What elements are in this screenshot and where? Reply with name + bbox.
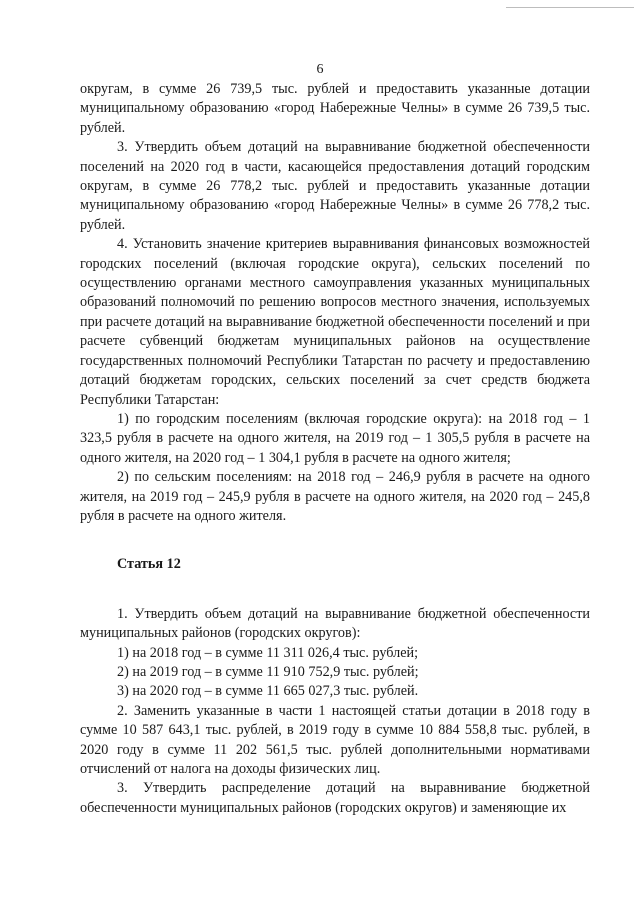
paragraph-12-1: 1. Утвердить объем дотаций на выравнивание бюджетной обеспеченности муниципальных районов (городских округов): (80, 605, 590, 642)
paragraph-continued: округам, в сумме 26 739,5 тыс. рублей и предоставить указанные дотации муниципальному образованию «город Набережные Челны» в сумме 26 739,5 тыс. рублей. (80, 81, 590, 136)
paragraph-12-2: 2. Заменить указанные в части 1 настоящей статьи дотации в 2018 году в сумме 10 587 643,1 тыс. рублей, в 2019 году в сумме 10 884 558,8 тыс. рублей, в 2020 году в сумме 11 202 561,5 тыс. рублей дополнительными нормативами отчислений от налога на доходы физических лиц. (80, 702, 590, 777)
paragraph-11-4-2: 2) по сельским поселениям: на 2018 год – 246,9 рубля в расчете на одного жителя, на 2019 год – 245,9 рубля в расчете на одного жителя, на 2020 год – 245,8 рубля в расчете на одного жителя. (80, 469, 590, 524)
paragraph-11-4: 4. Установить значение критериев выравнивания финансовых возможностей городских поселений (включая городские округа), сельских поселений по осуществлению органами местного самоуправления указанных муниципальных образований полномочий по решению вопросов местного значения, используемых при расчете дотаций на выравнивание бюджетной обеспеченности поселений и при расчете субвенций бюджетам муниципальных районов на осуществление государственных полномочий Республики Татарстан по расчету и предоставлению дотаций бюджетам городских, сельских поселений за счет средств бюджета Республики Татарстан: (80, 236, 590, 408)
paragraph-11-3: 3. Утвердить объем дотаций на выравнивание бюджетной обеспеченности поселений на 2020 год в части, касающейся предоставления дотаций городским округам, в сумме 26 778,2 тыс. рублей и предоставить указанные дотации муниципальному образованию «город Набережные Челны» в сумме 26 778,2 тыс. рублей. (80, 139, 590, 233)
page-number: 6 (316, 62, 324, 77)
list-item: 3) на 2020 год – в сумме 11 665 027,3 тыс. рублей. (117, 683, 419, 700)
list-item: 2) на 2019 год – в сумме 11 910 752,9 тыс. рублей; (117, 663, 419, 680)
article-heading: Статья 12 (117, 556, 181, 573)
top-rule (506, 7, 634, 8)
paragraph-11-4-1: 1) по городским поселениям (включая городские округа): на 2018 год – 1 323,5 рубля в расчете на одного жителя, на 2019 год – 1 305,5 рубля в расчете на одного жителя, на 2020 год – 1 304,1 рубля в расчете на одного жителя; (80, 410, 590, 466)
list-item: 1) на 2018 год – в сумме 11 311 026,4 тыс. рублей; (117, 644, 419, 661)
document-body (80, 80, 590, 818)
paragraph-12-3: 3. Утвердить распределение дотаций на выравнивание бюджетной обеспеченности муниципальных районов (городских округов) и заменяющие их (80, 780, 590, 816)
